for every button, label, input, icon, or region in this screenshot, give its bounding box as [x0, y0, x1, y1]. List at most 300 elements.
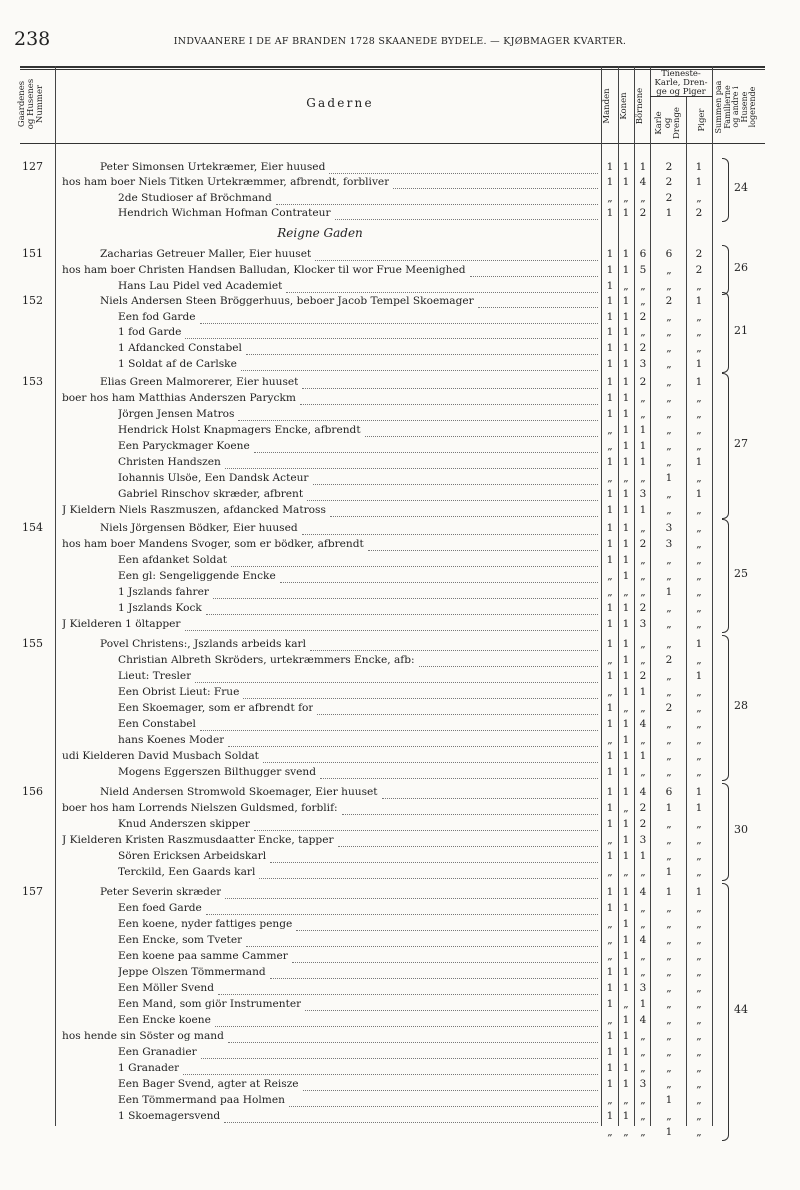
header-top-rule — [20, 66, 765, 68]
count-m: 1 — [606, 766, 614, 778]
count-k: 1 — [622, 982, 630, 994]
count-b: „ — [640, 638, 646, 650]
dotted-leader — [292, 950, 598, 963]
dotted-leader — [382, 786, 598, 799]
table-row — [0, 1061, 800, 1077]
count-m: 1 — [606, 554, 614, 566]
dotted-leader — [302, 376, 598, 389]
resident-entry: Een afdanket Soldat — [118, 554, 228, 566]
count-p: „ — [696, 342, 702, 354]
count-m: „ — [607, 424, 613, 436]
dotted-leader — [228, 1030, 598, 1043]
count-p: 1 — [695, 488, 703, 500]
count-b: „ — [640, 1126, 646, 1138]
count-t: 1 — [665, 866, 673, 878]
count-m: 1 — [606, 1110, 614, 1122]
count-k: 1 — [622, 538, 630, 550]
header-born: Börnene — [635, 87, 645, 125]
table-row — [0, 537, 800, 553]
count-b: 3 — [639, 982, 647, 994]
count-p: „ — [696, 538, 702, 550]
count-m: 1 — [606, 280, 614, 292]
dotted-leader — [320, 766, 598, 779]
count-m: 1 — [606, 718, 614, 730]
count-t: 2 — [665, 702, 673, 714]
count-b: 3 — [639, 358, 647, 370]
table-row — [0, 601, 800, 617]
count-m: 1 — [606, 1030, 614, 1042]
count-k: 1 — [622, 1014, 630, 1026]
count-b: „ — [640, 554, 646, 566]
count-t: „ — [666, 456, 672, 468]
resident-entry: 1 Skoemagersvend — [118, 1110, 221, 1122]
count-b: 2 — [639, 376, 647, 388]
count-t: „ — [666, 902, 672, 914]
count-b: „ — [640, 734, 646, 746]
header-karle: Karle og Drenge — [654, 107, 682, 139]
household-brace — [722, 519, 729, 633]
count-b: 3 — [639, 488, 647, 500]
count-b: 5 — [639, 264, 647, 276]
count-b: 4 — [639, 1014, 647, 1026]
count-m: 1 — [606, 702, 614, 714]
dotted-leader — [225, 886, 598, 899]
count-m: 1 — [606, 1062, 614, 1074]
table-row — [0, 294, 800, 310]
dotted-leader — [315, 248, 598, 261]
count-m: 1 — [606, 618, 614, 630]
count-t: 2 — [665, 192, 673, 204]
resident-entry: Een Encke, som Tveter — [118, 934, 243, 946]
count-m: 1 — [606, 1046, 614, 1058]
count-m: 1 — [606, 538, 614, 550]
count-m: „ — [607, 1094, 613, 1106]
count-p: „ — [696, 966, 702, 978]
count-b: „ — [640, 1046, 646, 1058]
table-row — [0, 965, 800, 981]
count-t: „ — [666, 998, 672, 1010]
dotted-leader — [213, 586, 598, 599]
count-p: „ — [696, 472, 702, 484]
dotted-leader — [206, 602, 598, 615]
count-p: „ — [696, 280, 702, 292]
household-brace — [722, 883, 729, 1141]
count-b: 1 — [639, 686, 647, 698]
resident-entry: 1 Granader — [118, 1062, 180, 1074]
count-k: 1 — [622, 734, 630, 746]
table-row — [0, 849, 800, 865]
count-p: „ — [696, 440, 702, 452]
count-t: 2 — [665, 654, 673, 666]
dotted-leader — [241, 358, 598, 371]
count-k: 1 — [622, 342, 630, 354]
count-b: 1 — [639, 850, 647, 862]
table-row — [0, 733, 800, 749]
header-bottom-rule — [20, 143, 765, 144]
count-k: 1 — [622, 456, 630, 468]
dotted-leader — [310, 638, 598, 651]
count-k: „ — [623, 1094, 629, 1106]
count-k: 1 — [622, 618, 630, 630]
count-b: 3 — [639, 1078, 647, 1090]
count-b: „ — [640, 522, 646, 534]
count-m: 1 — [606, 264, 614, 276]
table-row — [0, 901, 800, 917]
count-b: 1 — [639, 440, 647, 452]
table-row — [0, 569, 800, 585]
count-t: „ — [666, 950, 672, 962]
count-t: „ — [666, 440, 672, 452]
count-p: 1 — [695, 376, 703, 388]
count-t: 6 — [665, 248, 673, 260]
count-p: 1 — [695, 786, 703, 798]
count-m: 1 — [606, 966, 614, 978]
count-p: „ — [696, 950, 702, 962]
table-row — [0, 325, 800, 341]
count-p: „ — [696, 1110, 702, 1122]
count-p: „ — [696, 1126, 702, 1138]
count-t: „ — [666, 554, 672, 566]
count-p: „ — [696, 918, 702, 930]
count-k: 1 — [622, 1030, 630, 1042]
count-k: 1 — [622, 834, 630, 846]
table-row — [0, 471, 800, 487]
count-b: „ — [640, 866, 646, 878]
count-b: 4 — [639, 886, 647, 898]
house-number: 127 — [22, 160, 43, 173]
count-p: „ — [696, 522, 702, 534]
table-row — [0, 175, 800, 191]
count-m: „ — [607, 1126, 613, 1138]
count-k: „ — [623, 802, 629, 814]
count-b: 2 — [639, 818, 647, 830]
count-k: 1 — [622, 376, 630, 388]
count-t: 1 — [665, 1126, 673, 1138]
count-t: „ — [666, 326, 672, 338]
resident-entry: Sören Ericksen Arbeidskarl — [118, 850, 267, 862]
count-p: „ — [696, 766, 702, 778]
count-k: 1 — [622, 176, 630, 188]
table-row — [0, 503, 800, 519]
count-t: „ — [666, 750, 672, 762]
dotted-leader — [276, 192, 598, 205]
dotted-leader — [225, 456, 598, 469]
count-p: 1 — [695, 886, 703, 898]
count-b: 2 — [639, 602, 647, 614]
dotted-leader — [195, 670, 598, 683]
count-t: 2 — [665, 161, 673, 173]
count-k: 1 — [622, 311, 630, 323]
resident-entry: boer hos ham Matthias Anderszen Paryckm — [62, 392, 296, 404]
count-t: 1 — [665, 802, 673, 814]
resident-entry: Niels Jörgensen Bödker, Eier huused — [100, 522, 298, 534]
resident-entry: Een Obrist Lieut: Frue — [118, 686, 240, 698]
household-brace — [722, 245, 729, 295]
dotted-leader — [270, 850, 598, 863]
count-t: „ — [666, 424, 672, 436]
count-p: „ — [696, 1014, 702, 1026]
count-k: 1 — [622, 570, 630, 582]
count-k: „ — [623, 472, 629, 484]
table-row — [0, 1125, 800, 1141]
dotted-leader — [185, 326, 598, 339]
resident-entry: Een Encke koene — [118, 1014, 211, 1026]
resident-entry: Een Möller Svend — [118, 982, 215, 994]
table-row — [0, 407, 800, 423]
house-number: 155 — [22, 637, 43, 650]
count-k: „ — [623, 702, 629, 714]
dotted-leader — [419, 654, 598, 667]
table-row — [0, 341, 800, 357]
resident-entry: Christian Albreth Skröders, urtekræmmers Encke, afb: — [118, 654, 415, 666]
resident-entry: Hendrich Wichman Hofman Contrateur — [118, 207, 331, 219]
table-row — [0, 637, 800, 653]
count-b: „ — [640, 192, 646, 204]
count-m: 1 — [606, 602, 614, 614]
resident-entry: Een fod Garde — [118, 311, 196, 323]
table-row — [0, 1013, 800, 1029]
count-p: „ — [696, 618, 702, 630]
resident-entry: Mogens Eggerszen Bilthugger svend — [118, 766, 317, 778]
dotted-leader — [238, 408, 598, 421]
resident-entry: hos ham boer Mandens Svoger, som er bödker, afbrendt — [62, 538, 364, 550]
count-p: „ — [696, 750, 702, 762]
count-m: 1 — [606, 850, 614, 862]
count-b: „ — [640, 950, 646, 962]
table-row — [0, 1029, 800, 1045]
resident-entry: Een Mand, som giör Instrumenter — [118, 998, 302, 1010]
count-k: „ — [623, 192, 629, 204]
count-k: 1 — [622, 248, 630, 260]
count-t: „ — [666, 376, 672, 388]
count-p: „ — [696, 654, 702, 666]
count-b: 4 — [639, 786, 647, 798]
count-k: 1 — [622, 718, 630, 730]
count-m: 1 — [606, 295, 614, 307]
count-p: 2 — [695, 207, 703, 219]
count-t: „ — [666, 670, 672, 682]
table-row — [0, 981, 800, 997]
resident-entry: hos hende sin Söster og mand — [62, 1030, 224, 1042]
count-b: 1 — [639, 161, 647, 173]
resident-entry: Peter Severin skræder — [100, 886, 222, 898]
count-m: 1 — [606, 342, 614, 354]
household-total: 30 — [734, 823, 748, 836]
dotted-leader — [300, 392, 598, 405]
resident-entry: Een foed Garde — [118, 902, 202, 914]
count-b: 4 — [639, 176, 647, 188]
count-p: „ — [696, 686, 702, 698]
count-b: 1 — [639, 456, 647, 468]
count-b: „ — [640, 1062, 646, 1074]
resident-entry: Jeppe Olszen Tömmermand — [118, 966, 266, 978]
resident-entry: J Kielderen Kristen Raszmusdaatter Encke, tapper — [62, 834, 334, 846]
count-p: 1 — [695, 802, 703, 814]
count-b: „ — [640, 702, 646, 714]
count-k: 1 — [622, 886, 630, 898]
count-k: 1 — [622, 934, 630, 946]
resident-entry: Een koene, nyder fattiges penge — [118, 918, 293, 930]
house-number: 154 — [22, 521, 43, 534]
header-gaderne: Gaderne — [306, 96, 374, 110]
dotted-leader — [215, 1014, 598, 1027]
resident-entry: Zacharias Getreuer Maller, Eier huuset — [100, 248, 312, 260]
resident-entry: Niels Andersen Steen Bröggerhuus, beboer Jacob Tempel Skoemager — [100, 295, 474, 307]
dotted-leader — [470, 264, 599, 277]
count-m: 1 — [606, 902, 614, 914]
header-konen: Konen — [619, 92, 629, 120]
count-t: 3 — [665, 522, 673, 534]
count-m: 1 — [606, 161, 614, 173]
count-k: 1 — [622, 1046, 630, 1058]
dotted-leader — [289, 1094, 598, 1107]
count-b: 2 — [639, 802, 647, 814]
count-k: 1 — [622, 654, 630, 666]
count-t: „ — [666, 982, 672, 994]
table-row — [0, 247, 800, 263]
count-m: „ — [607, 570, 613, 582]
table-row — [0, 669, 800, 685]
count-p: „ — [696, 570, 702, 582]
table-row — [0, 817, 800, 833]
dotted-leader — [183, 1062, 598, 1075]
count-m: „ — [607, 192, 613, 204]
table-row — [0, 487, 800, 503]
table-row — [0, 785, 800, 801]
dotted-leader — [263, 750, 598, 763]
count-b: 4 — [639, 718, 647, 730]
count-k: „ — [623, 866, 629, 878]
count-p: „ — [696, 982, 702, 994]
count-p: „ — [696, 326, 702, 338]
household-total: 21 — [734, 323, 748, 337]
count-b: „ — [640, 392, 646, 404]
table-row — [0, 765, 800, 781]
count-m: „ — [607, 654, 613, 666]
count-t: 1 — [665, 1094, 673, 1106]
dotted-leader — [254, 818, 598, 831]
house-number: 152 — [22, 294, 43, 307]
count-m: „ — [607, 686, 613, 698]
count-m: 1 — [606, 176, 614, 188]
resident-entry: 1 fod Garde — [118, 326, 182, 338]
count-p: „ — [696, 866, 702, 878]
table-row — [0, 310, 800, 326]
resident-entry: 1 Jszlands fahrer — [118, 586, 209, 598]
count-m: 1 — [606, 248, 614, 260]
resident-entry: Een koene paa samme Cammer — [118, 950, 288, 962]
count-b: 2 — [639, 538, 647, 550]
dotted-leader — [307, 488, 598, 501]
table-row — [0, 439, 800, 455]
count-b: 3 — [639, 618, 647, 630]
count-m: 1 — [606, 311, 614, 323]
count-m: 1 — [606, 456, 614, 468]
dotted-leader — [335, 207, 598, 220]
household-total: 44 — [734, 1003, 748, 1016]
dotted-leader — [243, 686, 598, 699]
count-t: „ — [666, 618, 672, 630]
dotted-leader — [201, 1046, 598, 1059]
count-b: „ — [640, 918, 646, 930]
count-m: „ — [607, 586, 613, 598]
count-m: 1 — [606, 998, 614, 1010]
resident-entry: Een Skoemager, som er afbrendt for — [118, 702, 314, 714]
count-k: 1 — [622, 1078, 630, 1090]
dotted-leader — [478, 295, 598, 308]
resident-entry: Lieut: Tresler — [118, 670, 192, 682]
count-t: „ — [666, 311, 672, 323]
count-m: 1 — [606, 886, 614, 898]
dotted-leader — [305, 998, 598, 1011]
dotted-leader — [200, 311, 598, 324]
count-m: „ — [607, 440, 613, 452]
count-m: 1 — [606, 802, 614, 814]
resident-entry: boer hos ham Lorrends Nielszen Guldsmed, forblif: — [62, 802, 338, 814]
table-row — [0, 391, 800, 407]
count-k: 1 — [622, 488, 630, 500]
table-row — [0, 423, 800, 439]
resident-entry: Jörgen Jensen Matros — [118, 408, 235, 420]
dotted-leader — [224, 1110, 598, 1123]
count-k: 1 — [622, 638, 630, 650]
count-p: „ — [696, 1030, 702, 1042]
count-p: „ — [696, 408, 702, 420]
house-number: 156 — [22, 785, 43, 798]
count-b: „ — [640, 570, 646, 582]
count-t: „ — [666, 850, 672, 862]
count-p: 1 — [695, 638, 703, 650]
count-b: „ — [640, 1030, 646, 1042]
count-k: 1 — [622, 358, 630, 370]
count-p: „ — [696, 1078, 702, 1090]
count-m: 1 — [606, 326, 614, 338]
count-t: 6 — [665, 786, 673, 798]
count-p: 1 — [695, 358, 703, 370]
dotted-leader — [317, 702, 598, 715]
count-p: „ — [696, 834, 702, 846]
household-brace — [722, 635, 729, 781]
count-p: 2 — [695, 264, 703, 276]
table-row — [0, 833, 800, 849]
table-row — [0, 585, 800, 601]
count-m: 1 — [606, 488, 614, 500]
count-k: 1 — [622, 522, 630, 534]
count-t: 2 — [665, 295, 673, 307]
count-k: 1 — [622, 440, 630, 452]
count-p: „ — [696, 424, 702, 436]
dotted-leader — [185, 618, 599, 631]
count-m: 1 — [606, 376, 614, 388]
count-t: „ — [666, 488, 672, 500]
count-p: „ — [696, 1046, 702, 1058]
dotted-leader — [254, 440, 598, 453]
count-b: 1 — [639, 750, 647, 762]
count-m: 1 — [606, 638, 614, 650]
count-k: 1 — [622, 1110, 630, 1122]
count-k: 1 — [622, 295, 630, 307]
count-m: 1 — [606, 1078, 614, 1090]
count-m: 1 — [606, 504, 614, 516]
count-b: 1 — [639, 998, 647, 1010]
count-p: „ — [696, 934, 702, 946]
count-b: „ — [640, 966, 646, 978]
resident-entry: J Kielderen 1 öltapper — [62, 618, 181, 630]
dotted-leader — [259, 866, 598, 879]
count-k: 1 — [622, 554, 630, 566]
count-m: 1 — [606, 670, 614, 682]
dotted-leader — [286, 280, 598, 293]
